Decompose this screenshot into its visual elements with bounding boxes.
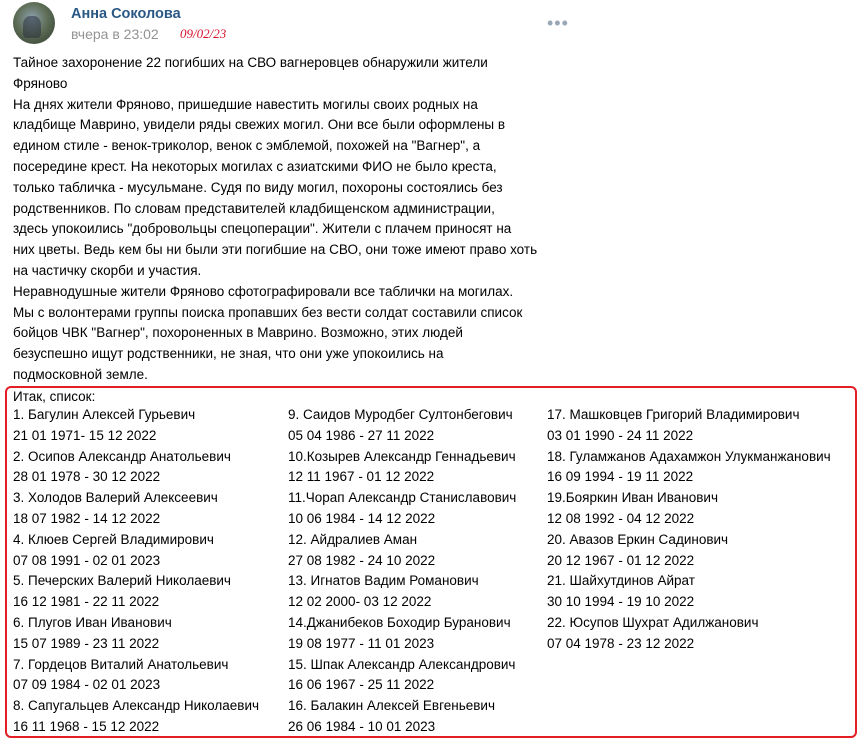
entry-name: 14.Джанибеков Боходир Буранович <box>288 614 511 630</box>
entry-name: 12. Айдралиев Аман <box>288 531 418 547</box>
post-text-line: бойцов ЧВК "Вагнер", похороненных в Маврино. Возможно, этих людей <box>13 325 463 341</box>
list-item <box>547 405 831 447</box>
entry-name: 7. Гордецов Виталий Анатольевич <box>13 656 229 672</box>
entry-name: 5. Печерских Валерий Николаевич <box>13 573 231 589</box>
list-item <box>13 613 259 655</box>
entry-dates: 18 07 1982 - 14 12 2022 <box>13 510 161 526</box>
list-column-3 <box>547 405 831 655</box>
entry-dates: 26 06 1984 - 10 01 2023 <box>288 718 436 734</box>
list-item <box>13 405 259 447</box>
post-meta <box>71 26 227 42</box>
entry-dates: 20 12 1967 - 01 12 2022 <box>547 552 695 568</box>
entry-name: 1. Багулин Алексей Гурьевич <box>13 407 196 422</box>
list-item <box>13 571 259 613</box>
entry-name: 3. Холодов Валерий Алексеевич <box>13 490 218 506</box>
list-item <box>13 530 259 572</box>
list-item <box>288 613 516 655</box>
entry-name: 10.Козырев Александр Геннадьевич <box>288 448 516 464</box>
post-text-line: кладбище Маврино, увидели ряды свежих могил. Они все были оформлены в <box>13 117 506 133</box>
entry-dates: 28 01 1978 - 30 12 2022 <box>13 469 161 485</box>
entry-name: 20. Авазов Еркин Садинович <box>547 531 729 547</box>
entry-dates: 10 06 1984 - 14 12 2022 <box>288 510 436 526</box>
entry-name: 2. Осипов Александр Анатольевич <box>13 448 231 464</box>
list-item <box>13 447 259 489</box>
entry-dates: 12 08 1992 - 04 12 2022 <box>547 510 695 526</box>
list-column-1 <box>13 405 259 738</box>
entry-dates: 27 08 1982 - 24 10 2022 <box>288 552 436 568</box>
entry-dates: 16 06 1967 - 25 11 2022 <box>288 677 435 693</box>
entry-dates: 03 01 1990 - 24 11 2022 <box>547 427 694 443</box>
entry-name: 19.Бояркин Иван Иванович <box>547 490 718 506</box>
entry-dates: 07 09 1984 - 02 01 2023 <box>13 677 161 693</box>
list-item <box>547 447 831 489</box>
list-column-2 <box>288 405 516 738</box>
entry-dates: 16 11 1968 - 15 12 2022 <box>13 718 160 734</box>
entry-name: 22. Юсупов Шухрат Адилжанович <box>547 614 759 630</box>
entry-dates: 30 10 1994 - 19 10 2022 <box>547 594 695 610</box>
more-options-icon[interactable]: ••• <box>547 13 569 33</box>
list-item <box>547 488 831 530</box>
post-text-line: на частичку скорби и участия. <box>13 262 202 278</box>
post-text-line: едином стиле - венок-триколор, венок с эмблемой, похожей на "Вагнер", а <box>13 138 481 154</box>
post-text-line: здесь упокоились "добровольцы спецоперации". Жители с плачем приносят на <box>13 221 512 237</box>
list-item <box>547 530 831 572</box>
post-text-line: родственников. По словам представителей кладбищенском администрации, <box>13 200 495 216</box>
post-text-line: них цветы. Ведь кем бы ни были эти погибшие на СВО, они тоже имеют право хоть <box>13 242 538 258</box>
post-text-line: безуспешно ищут родственники, не зная, что они уже упокоились на <box>13 346 444 362</box>
list-intro: Итак, список: <box>13 389 96 404</box>
entry-name: 16. Балакин Алексей Евгеньевич <box>288 698 495 714</box>
author-name-link[interactable]: Анна Соколова <box>71 6 181 22</box>
entry-name: 4. Клюев Сергей Владимирович <box>13 531 214 547</box>
entry-name: 18. Гуламжанов Адахамжон Улукманжанович <box>547 448 831 464</box>
list-item <box>288 447 516 489</box>
list-item <box>288 571 516 613</box>
post-text <box>13 53 573 386</box>
post-text-line: Фряново <box>13 75 68 91</box>
entry-name: 11.Чорап Александр Станиславович <box>288 490 517 506</box>
list-item <box>13 488 259 530</box>
post-text-line: На днях жители Фряново, пришедшие навестить могилы своих родных на <box>13 96 478 112</box>
entry-dates: 16 09 1994 - 19 11 2022 <box>547 469 694 485</box>
entry-dates: 16 12 1981 - 22 11 2022 <box>13 594 160 610</box>
entry-dates: 05 04 1986 - 27 11 2022 <box>288 427 435 443</box>
list-item <box>547 613 831 655</box>
entry-dates: 15 07 1989 - 23 11 2022 <box>13 635 160 651</box>
entry-name: 21. Шайхутдинов Айрат <box>547 573 695 589</box>
entry-name: 17. Машковцев Григорий Владимирович <box>547 407 800 422</box>
entry-name: 9. Саидов Муродбег Султонбегович <box>288 407 513 422</box>
entry-dates: 12 11 1967 - 01 12 2022 <box>288 469 435 485</box>
list-item <box>288 488 516 530</box>
list-item <box>288 530 516 572</box>
list-item <box>288 696 516 738</box>
list-item <box>13 655 259 697</box>
post-text-line: подмосковной земле. <box>13 366 148 382</box>
entry-name: 15. Шпак Александр Александрович <box>288 656 516 672</box>
entry-name: 6. Плугов Иван Иванович <box>13 614 172 630</box>
post-text-line: посередине крест. На некоторых могилах с азиатскими ФИО не было креста, <box>13 158 497 174</box>
post-text-line: Мы с волонтерами группы поиска пропавших без вести солдат составили список <box>13 304 523 320</box>
entry-dates: 07 04 1978 - 23 12 2022 <box>547 635 695 651</box>
post-time[interactable]: вчера в 23:02 <box>71 26 159 42</box>
list-item <box>288 405 516 447</box>
post-text-line: Неравнодушные жители Фряново сфотографировали все таблички на могилах. <box>13 283 514 299</box>
post-text-line: только табличка - мусульмане. Судя по виду могил, похороны состоялись без <box>13 179 503 195</box>
entry-dates: 12 02 2000- 03 12 2022 <box>288 594 432 610</box>
post-text-line: Тайное захоронение 22 погибших на СВО вагнеровцев обнаружили жители <box>13 55 488 70</box>
entry-name: 8. Сапугальцев Александр Николаевич <box>13 698 260 714</box>
entry-dates: 19 08 1977 - 11 01 2023 <box>288 635 435 651</box>
author-avatar[interactable] <box>13 2 55 44</box>
list-item <box>547 571 831 613</box>
entry-dates: 07 08 1991 - 02 01 2023 <box>13 552 161 568</box>
list-item <box>13 696 259 738</box>
entry-dates: 21 01 1971- 15 12 2022 <box>13 427 157 443</box>
date-stamp: 09/02/23 <box>180 26 227 41</box>
entry-name: 13. Игнатов Вадим Романович <box>288 573 479 589</box>
list-item <box>288 655 516 697</box>
